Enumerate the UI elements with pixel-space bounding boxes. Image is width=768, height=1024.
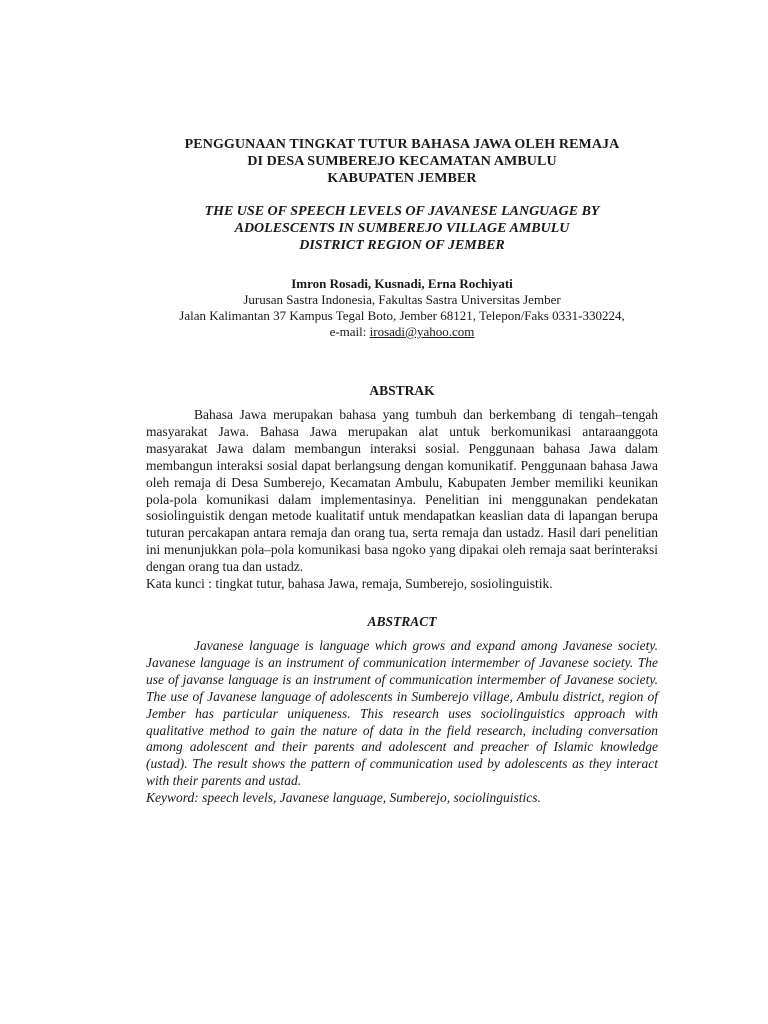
address: Jalan Kalimantan 37 Kampus Tegal Boto, Jember 68121, Telepon/Faks 0331-330224, [179,308,625,323]
abstract-keywords: Keyword: speech levels, Javanese language, Sumberejo, sociolinguistics. [146,790,541,806]
affiliation: Jurusan Sastra Indonesia, Fakultas Sastra Universitas Jember [243,292,561,307]
email-label: e-mail: [329,324,370,339]
authors: Imron Rosadi, Kusnadi, Erna Rochiyati [291,276,513,291]
title-en-line: THE USE OF SPEECH LEVELS OF JAVANESE LANGUAGE BY [204,204,600,219]
title-id-line: DI DESA SUMBEREJO KECAMATAN AMBULU [247,154,557,169]
abstrak-body: Bahasa Jawa merupakan bahasa yang tumbuh dan berkembang di tengah–tengah masyarakat Jawa. Bahasa Jawa merupakan alat untuk berkomunikasi antaraanggota masyarakat Jawa dalam membangun interaksi sosial. Penggunaan bahasa Jawa dalam membangun interaksi sosial dapat berlangsung dengan komunikatif. Penggunaan bahasa Jawa oleh remaja di Desa Sumberejo, Kecamatan Ambulu, Kabupaten Jember memiliki keunikan pola-pola komunikasi dalam implementasinya. Penelitian ini menggunakan pendekatan sosiolinguistik dengan metode kualitatif untuk mendapatkan keaslian data di lapangan berupa tuturan percakapan antara remaja dan orang tua, serta remaja dan ustadz. Hasil dari penelitian ini menunjukkan pola–pola komunikasi basa ngoko yang dipakai oleh remaja saat berinteraksi dengan orang tua dan ustadz. [146,407,658,575]
title-indonesian [146,136,658,187]
paper-page [146,136,658,807]
abstract-body: Javanese language is language which grows and expand among Javanese society. Javanese language is an instrument of communication intermember of Javanese society. The use of javanse language is an instrument of communication intermember of Javanese society. The use of Javanese language of adolescents in Sumberejo village, Ambulu district, region of Jember has particular uniqueness. This research uses sociolinguistics approach with qualitative method to gain the nature of data in the field research, including conversation among adolescent and their parents and adolescent and preacher of Islamic knowledge (ustad). The result shows the pattern of communication used by adolescents as they interact with their parents and ustad. [146,637,658,789]
title-id-line: PENGGUNAAN TINGKAT TUTUR BAHASA JAWA OLEH REMAJA [184,137,620,152]
email-link[interactable]: irosadi@yahoo.com [369,324,475,339]
email-line [146,324,658,340]
title-id-line: KABUPATEN JEMBER [327,171,477,186]
abstrak-heading: ABSTRAK [369,383,435,398]
title-en-line: DISTRICT REGION OF JEMBER [299,238,505,253]
title-english [146,203,658,254]
title-en-line: ADOLESCENTS IN SUMBEREJO VILLAGE AMBULU [234,221,570,236]
abstract-heading: ABSTRACT [367,613,437,629]
abstrak-keywords: Kata kunci : tingkat tutur, bahasa Jawa, remaja, Sumberejo, sosiolinguistik. [146,576,553,592]
